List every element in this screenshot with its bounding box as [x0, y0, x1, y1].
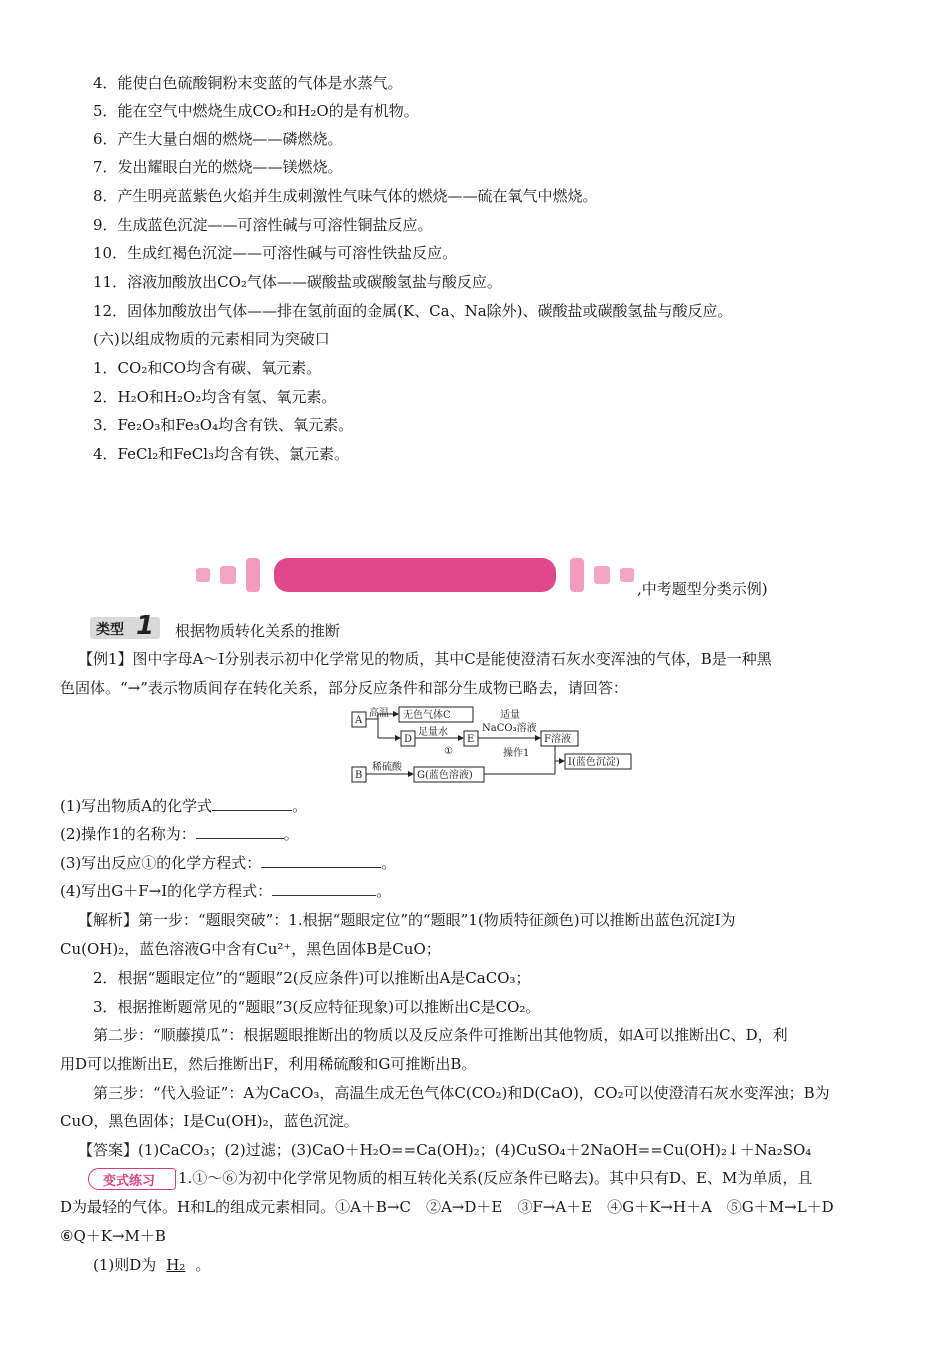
text-line: 11．溶液加酸放出CO₂气体——碳酸盐或碳酸氢盐与酸反应。	[93, 273, 502, 291]
text-line: 4．FeCl₂和FeCl₃均含有铁、氯元素。	[93, 445, 350, 463]
text-line: 5．能在空气中燃烧生成CO₂和H₂O的是有机物。	[93, 102, 419, 120]
text-line: 7．发出耀眼白光的燃烧——镁燃烧。	[93, 158, 343, 176]
banner-square	[220, 566, 236, 584]
text-line: 6．产生大量白烟的燃烧——磷燃烧。	[93, 130, 343, 148]
label-g: G(蓝色溶液)	[417, 770, 473, 781]
analysis-line: 第三步：“代入验证”：A为CaCO₃，高温生成无色气体C(CO₂)和D(CaO)，CO₂可以使澄清石灰水变浑浊；B为	[93, 1084, 830, 1102]
text-line: 3．Fe₂O₃和Fe₃O₄均含有铁、氧元素。	[93, 416, 354, 434]
analysis-line: 2．根据“题眼定位”的“题眼”2(反应条件)可以推断出A是CaCO₃；	[93, 969, 531, 987]
analysis-line: 【解析】第一步：“题眼突破”：1.根据“题眼定位”的“题眼”1(物质特征颜色)可以推断出蓝色沉淀I为	[78, 911, 736, 929]
label-circle1: ①	[444, 746, 453, 757]
banner-pill	[274, 558, 556, 592]
label-b: B	[355, 770, 363, 781]
text-line: 1．CO₂和CO均含有碳、氧元素。	[93, 359, 322, 377]
analysis-line: Cu(OH)₂，蓝色溶液G中含有Cu²⁺，黑色固体B是CuO；	[60, 940, 441, 958]
banner-square	[196, 568, 210, 582]
type-title: 根据物质转化关系的推断	[175, 622, 341, 640]
question-text: (4)写出G＋F→I的化学方程式：	[60, 882, 273, 900]
text-line: 9．生成蓝色沉淀——可溶性碱与可溶性铜盐反应。	[93, 216, 433, 234]
question-2	[60, 823, 299, 845]
analysis-line: 第二步：“顺藤摸瓜”：根据题眼推断出的物质以及反应条件可推断出其他物质，如A可以推断出C、D，利	[93, 1026, 788, 1044]
analysis-line: 用D可以推断出E，然后推断出F，利用稀硫酸和G可推断出B。	[60, 1055, 477, 1073]
question-end: 。	[381, 854, 397, 872]
answer-blank[interactable]	[196, 824, 284, 839]
answer-line: 【答案】(1)CaCO₃；(2)过滤；(3)CaO＋H₂O==Ca(OH)₂；(4)CuSO₄＋2NaOH==Cu(OH)₂↓＋Na₂SO₄	[78, 1141, 812, 1159]
example-stem: 【例1】图中字母A～I分别表示初中化学常见的物质，其中C是能使澄清石灰水变浑浊的气体，B是一种黑	[78, 650, 772, 668]
example-stem: 色固体。“→”表示物质间存在转化关系，部分反应条件和部分生成物已略去，请回答：	[60, 679, 628, 697]
text-line: 10．生成红褐色沉淀——可溶性碱与可溶性铁盐反应。	[93, 244, 458, 262]
exercise-tag	[88, 1168, 176, 1190]
answer-blank[interactable]	[272, 881, 376, 896]
question-end: 。	[292, 797, 308, 815]
question-text: (1)则D为	[93, 1256, 157, 1274]
banner-bar	[570, 558, 584, 592]
label-shiliang: 适量	[500, 710, 520, 721]
banner-bar	[246, 558, 260, 592]
label-na2co3: NaCO₃溶液	[482, 723, 537, 734]
question-text: (2)操作1的名称为：	[60, 825, 196, 843]
text-line: 12．固体加酸放出气体——排在氢前面的金属(K、Ca、Na除外)、碳酸盐或碳酸氢盐与酸反应。	[93, 302, 733, 320]
exercise-question-1	[93, 1254, 210, 1276]
label-e: E	[467, 734, 475, 745]
text-line: 2．H₂O和H₂O₂均含有氢、氧元素。	[93, 388, 337, 406]
answer-filled: H₂	[166, 1256, 186, 1274]
section-heading: (六)以组成物质的元素相同为突破口	[93, 330, 330, 348]
type-number: 1	[136, 611, 155, 641]
analysis-line: 3．根据推断题常见的“题眼”3(反应特征现象)可以推断出C是CO₂。	[93, 998, 541, 1016]
answer-blank[interactable]	[212, 796, 292, 811]
exercise-tag-label: 变式练习	[103, 1174, 156, 1189]
exercise-line: ⑥Q＋K→M＋B	[60, 1227, 166, 1245]
label-f: F溶液	[544, 734, 571, 745]
question-end: 。	[195, 1256, 211, 1274]
banner-square	[620, 568, 634, 582]
label-a: A	[355, 715, 363, 726]
question-text: (1)写出物质A的化学式	[60, 797, 213, 815]
banner-square	[594, 566, 610, 584]
type-tag	[90, 611, 160, 641]
question-3	[60, 852, 396, 874]
text-line: 8．产生明亮蓝紫色火焰并生成刺激性气味气体的燃烧——硫在氧气中燃烧。	[93, 187, 598, 205]
answer-blank[interactable]	[261, 853, 381, 868]
banner-caption: ,中考题型分类示例)	[637, 580, 768, 598]
label-gaowen: 高温	[369, 708, 389, 719]
type-label: 类型	[96, 622, 124, 638]
label-water: 足量水	[418, 727, 448, 738]
label-d: D	[404, 734, 413, 745]
question-text: (3)写出反应①的化学方程式：	[60, 854, 262, 872]
label-i: I(蓝色沉淀)	[568, 757, 620, 768]
question-end: 。	[376, 882, 392, 900]
conversion-diagram	[350, 706, 635, 784]
question-end: 。	[283, 825, 299, 843]
exercise-line: 1.①～⑥为初中化学常见物质的相互转化关系(反应条件已略去)。其中只有D、E、M为单质，且	[178, 1169, 813, 1187]
label-acid: 稀硫酸	[372, 762, 402, 773]
question-4	[60, 880, 391, 902]
exercise-line: D为最轻的气体。H和L的组成元素相同。①A＋B→C ②A→D＋E ③F→A＋E ④G＋K→H＋A ⑤G＋M→L＋D	[60, 1198, 834, 1216]
text-line: 4．能使白色硫酸铜粉末变蓝的气体是水蒸气。	[93, 74, 403, 92]
analysis-line: CuO，黑色固体；I是Cu(OH)₂，蓝色沉淀。	[60, 1112, 359, 1130]
label-op1: 操作1	[503, 748, 530, 759]
label-c: 无色气体C	[403, 710, 451, 721]
question-1	[60, 795, 307, 817]
